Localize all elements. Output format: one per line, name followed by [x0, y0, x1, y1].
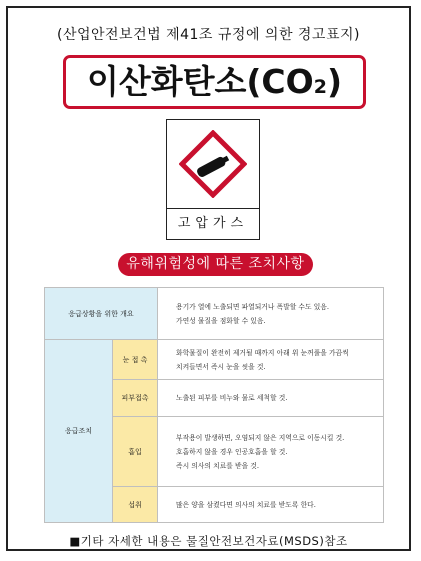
first-aid-header: 응급조치 [45, 340, 113, 523]
substance-close: ) [326, 62, 343, 101]
skin-contact-label: 피부접촉 [113, 380, 158, 417]
warning-sign [6, 6, 411, 551]
law-reference: (산업안전보건법 제41조 규정에 의한 경고표지) [57, 27, 360, 43]
overview-text: 용기가 열에 노출되면 파열되거나 폭발할 수도 있음. 가연성 물질을 점화할 수 있음. [158, 288, 384, 340]
measures-table [44, 287, 384, 523]
gas-cylinder-icon [179, 130, 247, 198]
ingestion-text: 많은 양을 삼켰다면 의사의 치료를 받도록 한다. [158, 487, 384, 523]
inhalation-label: 흡입 [113, 417, 158, 487]
substance-title [63, 55, 366, 109]
inhalation-text: 부작용이 발생하면, 오염되지 않은 지역으로 이동시킬 것. 호흡하지 않을 경우 인공호흡을 할 것. 즉시 의사의 치료를 받을 것. [158, 417, 384, 487]
substance-subscript: 2 [313, 76, 327, 98]
footer-note: ■기타 자세한 내용은 물질안전보건자료(MSDS)참조 [69, 534, 348, 548]
skin-contact-text: 노출된 피부를 비누와 물로 세척할 것. [158, 380, 384, 417]
eye-contact-text: 화학물질이 완전히 제거될 때까지 아래 위 눈꺼풀을 가끔씩 치켜들면서 즉시 눈을 씻을 것. [158, 340, 384, 380]
overview-header: 응급상황을 위한 개요 [45, 288, 158, 340]
eye-contact-label: 눈 접 촉 [113, 340, 158, 380]
measures-banner: 유해위험성에 따른 조치사항 [118, 253, 313, 276]
ingestion-label: 섭취 [113, 487, 158, 523]
pictogram-label: 고압가스 [167, 208, 259, 239]
hazard-pictogram [166, 119, 260, 240]
substance-name: 이산화탄소(CO [86, 62, 314, 101]
